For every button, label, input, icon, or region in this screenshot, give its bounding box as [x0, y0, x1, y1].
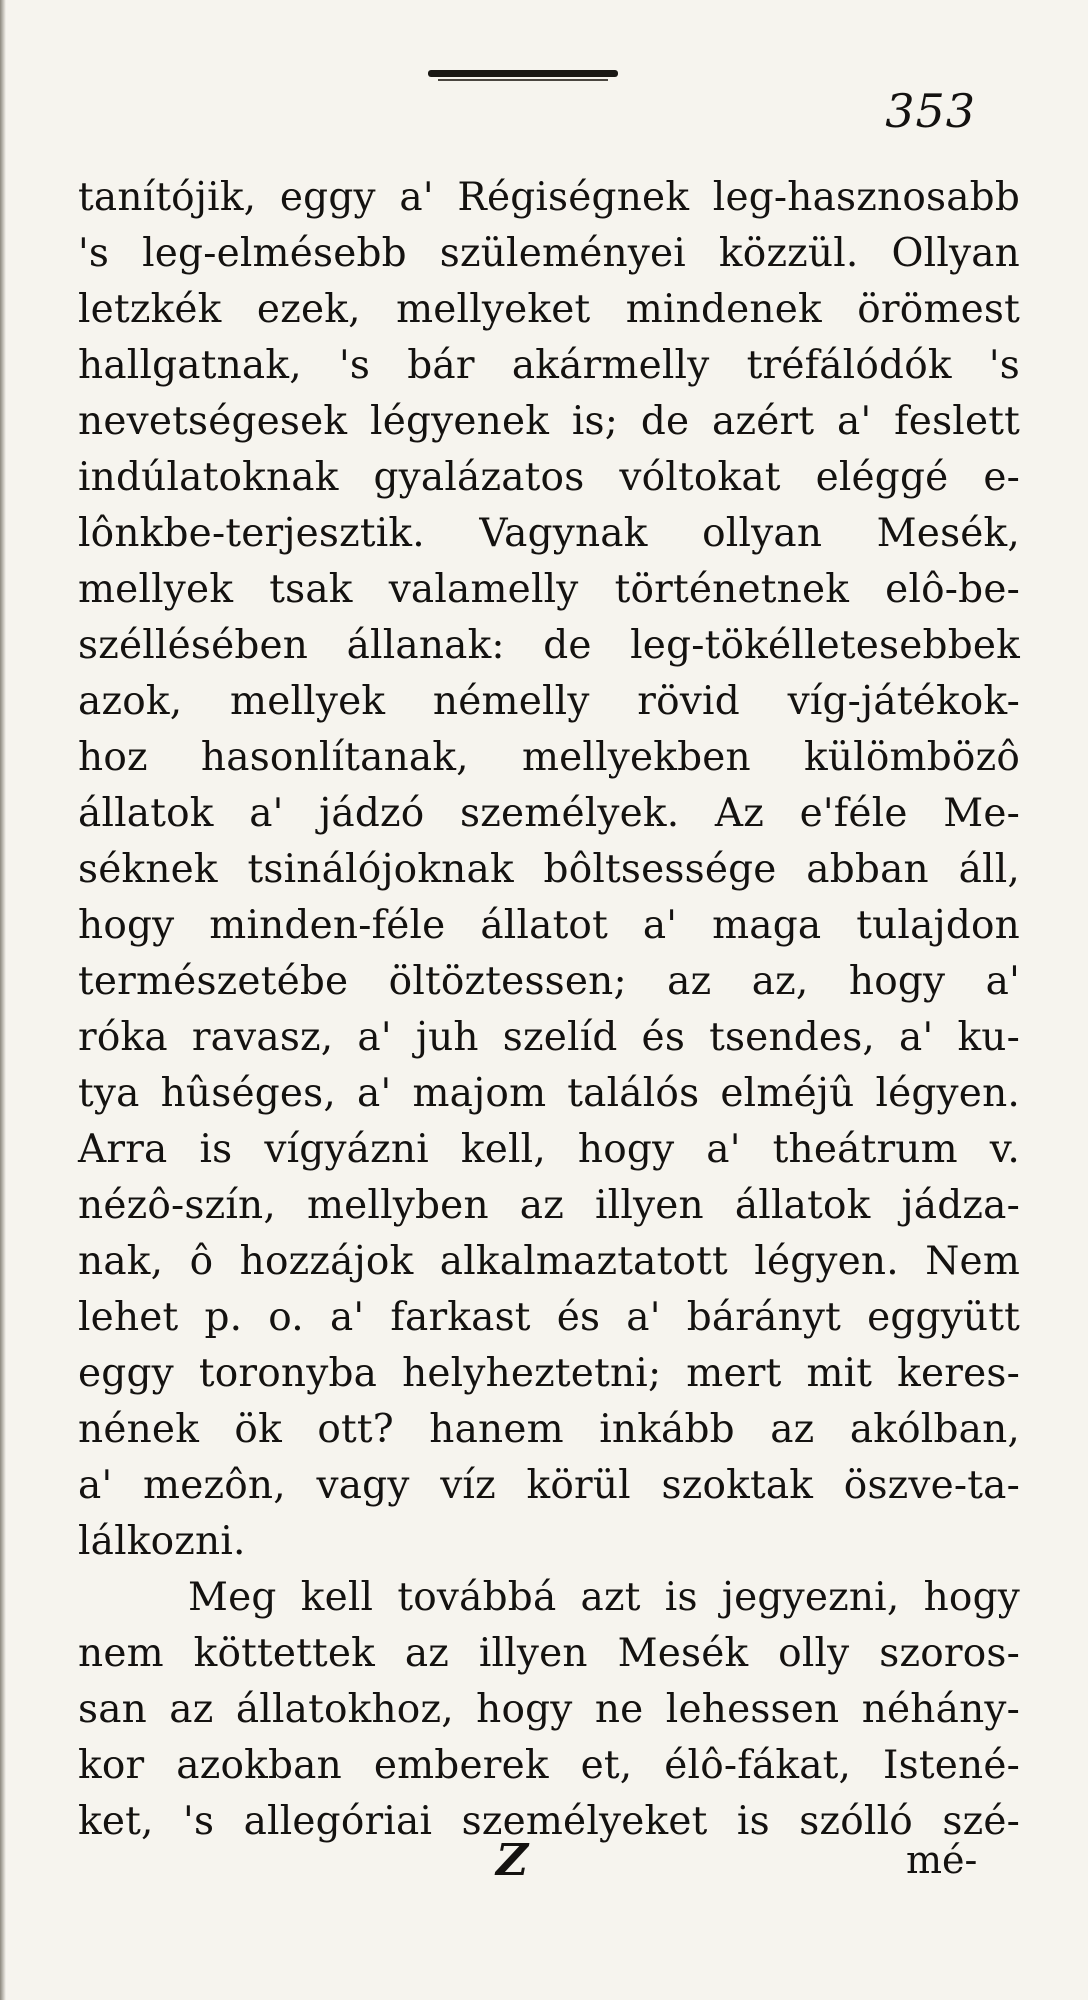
text-line-paragraph-end: lálkozni.	[78, 1519, 246, 1564]
signature-mark: Z	[496, 1835, 529, 1886]
text-line: lehet p. o. a' farkast és a' bárányt eggyütt	[78, 1295, 1020, 1340]
text-line: Arra is vígyázni kell, hogy a' theátrum v.	[78, 1127, 1020, 1172]
text-line: azok, mellyek némelly rövid víg-játékok-	[78, 679, 1020, 724]
text-line: hoz hasonlítanak, mellyekben külömbözô	[78, 735, 1020, 780]
text-line: letzkék ezek, mellyeket mindenek örömest	[78, 287, 1020, 332]
text-line: róka ravasz, a' juh szelíd és tsendes, a' ku-	[78, 1015, 1020, 1060]
page-number: 353	[885, 84, 976, 138]
text-line: 's leg-elmésebb szüleményei közzül. Ollyan	[78, 231, 1020, 276]
text-line-paragraph-start: Meg kell továbbá azt is jegyezni, hogy	[188, 1575, 1020, 1620]
text-line: mellyek tsak valamelly történetnek elô-be-	[78, 567, 1020, 612]
header-ornament-rule	[428, 70, 618, 77]
text-line: kor azokban emberek et, élô-fákat, Istené-	[78, 1743, 1020, 1788]
text-line: természetébe öltöztessen; az az, hogy a'	[78, 959, 1020, 1004]
text-line: nének ök ott? hanem inkább az akólban,	[78, 1407, 1020, 1452]
catchword: mé-	[906, 1838, 978, 1882]
text-line: san az állatokhoz, hogy ne lehessen néhány-	[78, 1687, 1020, 1732]
text-line: tanítójik, eggy a' Régiségnek leg-hasznosabb	[78, 175, 1020, 220]
text-line: lônkbe-terjesztik. Vagynak ollyan Mesék,	[78, 511, 1020, 556]
text-line: séknek tsinálójoknak bôltsessége abban áll,	[78, 847, 1020, 892]
text-line: tya hûséges, a' majom találós elméjû légyen.	[78, 1071, 1020, 1116]
text-line: hallgatnak, 's bár akármelly tréfálódók 's	[78, 343, 1020, 388]
text-line: eggy toronyba helyheztetni; mert mit keres-	[78, 1351, 1020, 1396]
text-line: indúlatoknak gyalázatos vóltokat eléggé e-	[78, 455, 1020, 500]
text-line: nem köttettek az illyen Mesék olly szoros-	[78, 1631, 1020, 1676]
text-line: ket, 's allegóriai személyeket is szólló szé-	[78, 1799, 1020, 1844]
body-text	[78, 170, 1020, 1850]
text-line: nézô-szín, mellyben az illyen állatok jádza-	[78, 1183, 1020, 1228]
text-line: hogy minden-féle állatot a' maga tulajdon	[78, 903, 1020, 948]
page-gutter-shadow	[0, 0, 6, 2000]
text-line: széllésében állanak: de leg-tökélletesebbek	[78, 623, 1020, 668]
text-line: nevetségesek légyenek is; de azért a' feslett	[78, 399, 1020, 444]
text-line: a' mezôn, vagy víz körül szoktak öszve-ta-	[78, 1463, 1020, 1508]
text-line: nak, ô hozzájok alkalmaztatott légyen. Nem	[78, 1239, 1020, 1284]
text-line: állatok a' jádzó személyek. Az e'féle Me-	[78, 791, 1020, 836]
